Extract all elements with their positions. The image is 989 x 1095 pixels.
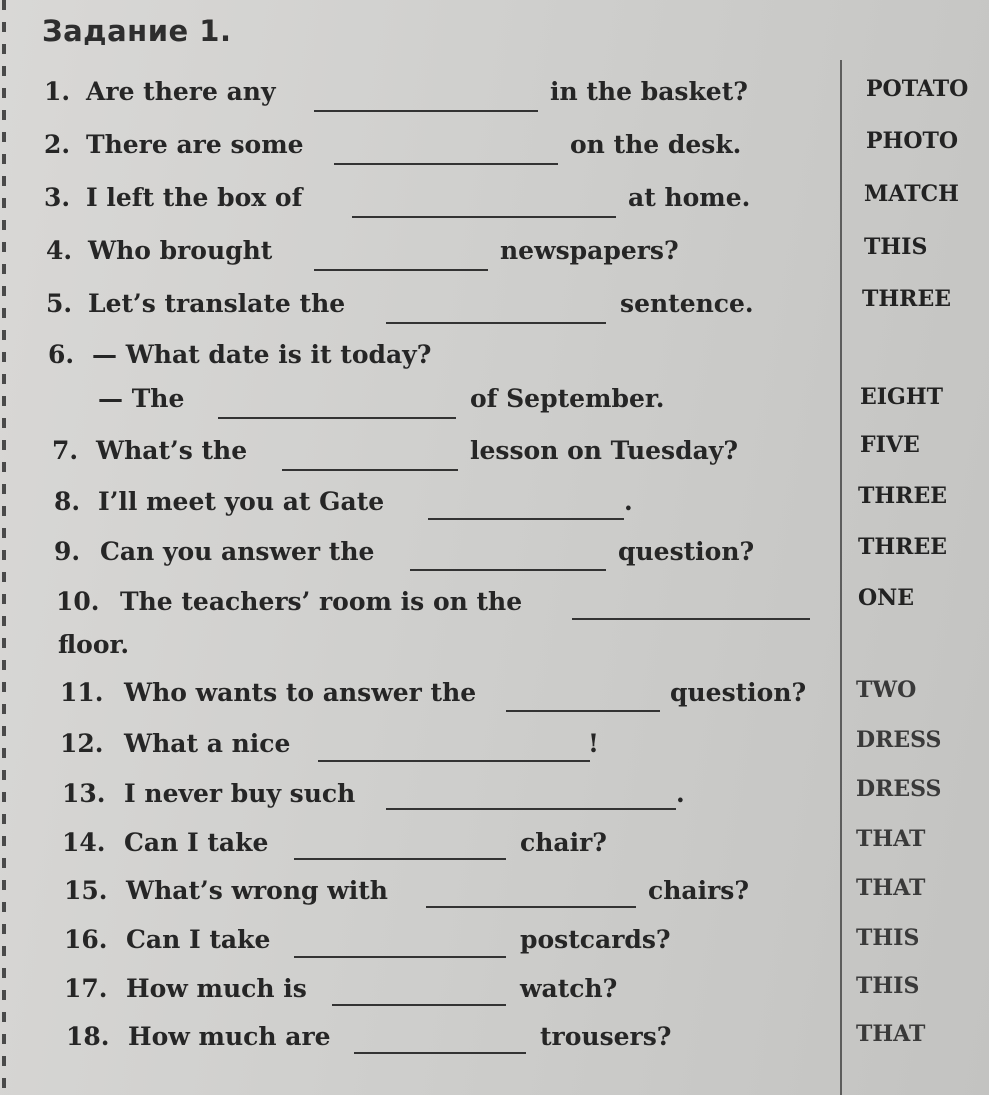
question-number: 6. bbox=[48, 340, 75, 369]
word-cue: THREE bbox=[858, 534, 947, 560]
question-number: 7. bbox=[52, 436, 79, 465]
question-text-before: How much are bbox=[128, 1022, 331, 1051]
answer-blank[interactable] bbox=[314, 269, 488, 271]
question-text-after: . bbox=[676, 779, 685, 808]
question-text-after: ! bbox=[588, 729, 599, 758]
question-number: 15. bbox=[64, 876, 108, 905]
question-text-before: The teachers’ room is on the bbox=[120, 587, 523, 616]
answer-blank[interactable] bbox=[294, 858, 506, 860]
question-text-before: Let’s translate the bbox=[88, 289, 346, 318]
word-cue: EIGHT bbox=[860, 384, 944, 410]
question-text-after: lesson on Tuesday? bbox=[470, 436, 738, 465]
question-number: 9. bbox=[54, 537, 81, 566]
question-text-before: I never buy such bbox=[124, 779, 356, 808]
word-cue: THREE bbox=[862, 286, 951, 312]
word-cue: THAT bbox=[856, 875, 926, 901]
question-text-before: What’s the bbox=[96, 436, 248, 465]
question-number: 10. bbox=[56, 587, 100, 616]
question-number: 2. bbox=[44, 130, 71, 159]
question-text-after: of September. bbox=[470, 384, 665, 413]
question-text-after: watch? bbox=[520, 974, 618, 1003]
exercise-title: Задание 1. bbox=[42, 14, 232, 48]
word-cue: DRESS bbox=[856, 727, 942, 753]
answer-blank[interactable] bbox=[318, 760, 590, 762]
question-text-after: . bbox=[624, 487, 633, 516]
answer-blank[interactable] bbox=[334, 163, 558, 165]
word-cue: DRESS bbox=[856, 776, 942, 802]
word-cue: THAT bbox=[856, 826, 926, 852]
answer-blank[interactable] bbox=[354, 1052, 526, 1054]
question-number: 17. bbox=[64, 974, 108, 1003]
question-number: 4. bbox=[46, 236, 73, 265]
question-text-before: Who brought bbox=[88, 236, 273, 265]
question-number: 13. bbox=[62, 779, 106, 808]
word-cue: THIS bbox=[864, 234, 928, 260]
question-number: 8. bbox=[54, 487, 81, 516]
question-text-after: floor. bbox=[58, 630, 130, 659]
answer-blank[interactable] bbox=[410, 569, 606, 571]
word-cue: MATCH bbox=[864, 181, 959, 207]
answer-blank[interactable] bbox=[332, 1004, 506, 1006]
question-text-before: Can you answer the bbox=[100, 537, 375, 566]
answer-blank[interactable] bbox=[294, 956, 506, 958]
question-text-after: newspapers? bbox=[500, 236, 679, 265]
question-text-after: in the basket? bbox=[550, 77, 748, 106]
column-divider bbox=[840, 60, 842, 1095]
answer-blank[interactable] bbox=[428, 518, 624, 520]
question-text-after: sentence. bbox=[620, 289, 754, 318]
question-text-after: at home. bbox=[628, 183, 751, 212]
word-cue: POTATO bbox=[866, 76, 969, 102]
question-text-before: — The bbox=[98, 384, 185, 413]
answer-blank[interactable] bbox=[352, 216, 616, 218]
question-number: 11. bbox=[60, 678, 104, 707]
question-text-before: — What date is it today? bbox=[92, 340, 432, 369]
question-number: 1. bbox=[44, 77, 71, 106]
question-number: 14. bbox=[62, 828, 106, 857]
word-cue: FIVE bbox=[860, 432, 920, 458]
word-cue: ONE bbox=[858, 585, 915, 611]
question-text-after: chairs? bbox=[648, 876, 749, 905]
margin-dashes bbox=[2, 0, 6, 1095]
question-text-after: on the desk. bbox=[570, 130, 742, 159]
answer-blank[interactable] bbox=[314, 110, 538, 112]
question-text-before: How much is bbox=[126, 974, 307, 1003]
answer-blank[interactable] bbox=[572, 618, 810, 620]
question-text-before: What a nice bbox=[124, 729, 291, 758]
question-text-before: There are some bbox=[86, 130, 304, 159]
question-text-before: Can I take bbox=[126, 925, 271, 954]
answer-blank[interactable] bbox=[506, 710, 660, 712]
word-cue: THIS bbox=[856, 925, 920, 951]
question-text-after: trousers? bbox=[540, 1022, 672, 1051]
answer-blank[interactable] bbox=[218, 417, 456, 419]
word-cue: THREE bbox=[858, 483, 947, 509]
question-number: 5. bbox=[46, 289, 73, 318]
question-number: 16. bbox=[64, 925, 108, 954]
question-text-before: I’ll meet you at Gate bbox=[98, 487, 385, 516]
question-text-after: question? bbox=[670, 678, 807, 707]
question-text-after: chair? bbox=[520, 828, 607, 857]
word-cue: THIS bbox=[856, 973, 920, 999]
question-number: 12. bbox=[60, 729, 104, 758]
word-cue: PHOTO bbox=[866, 128, 959, 154]
question-text-after: postcards? bbox=[520, 925, 671, 954]
question-text-after: question? bbox=[618, 537, 755, 566]
answer-blank[interactable] bbox=[426, 906, 636, 908]
question-text-before: I left the box of bbox=[86, 183, 303, 212]
question-text-before: What’s wrong with bbox=[126, 876, 388, 905]
question-number: 3. bbox=[44, 183, 71, 212]
word-cue: TWO bbox=[856, 677, 917, 703]
question-number: 18. bbox=[66, 1022, 110, 1051]
word-cue: THAT bbox=[856, 1021, 926, 1047]
answer-blank[interactable] bbox=[282, 469, 458, 471]
answer-blank[interactable] bbox=[386, 808, 676, 810]
question-text-before: Can I take bbox=[124, 828, 269, 857]
question-text-before: Who wants to answer the bbox=[124, 678, 477, 707]
answer-blank[interactable] bbox=[386, 322, 606, 324]
question-text-before: Are there any bbox=[86, 77, 276, 106]
